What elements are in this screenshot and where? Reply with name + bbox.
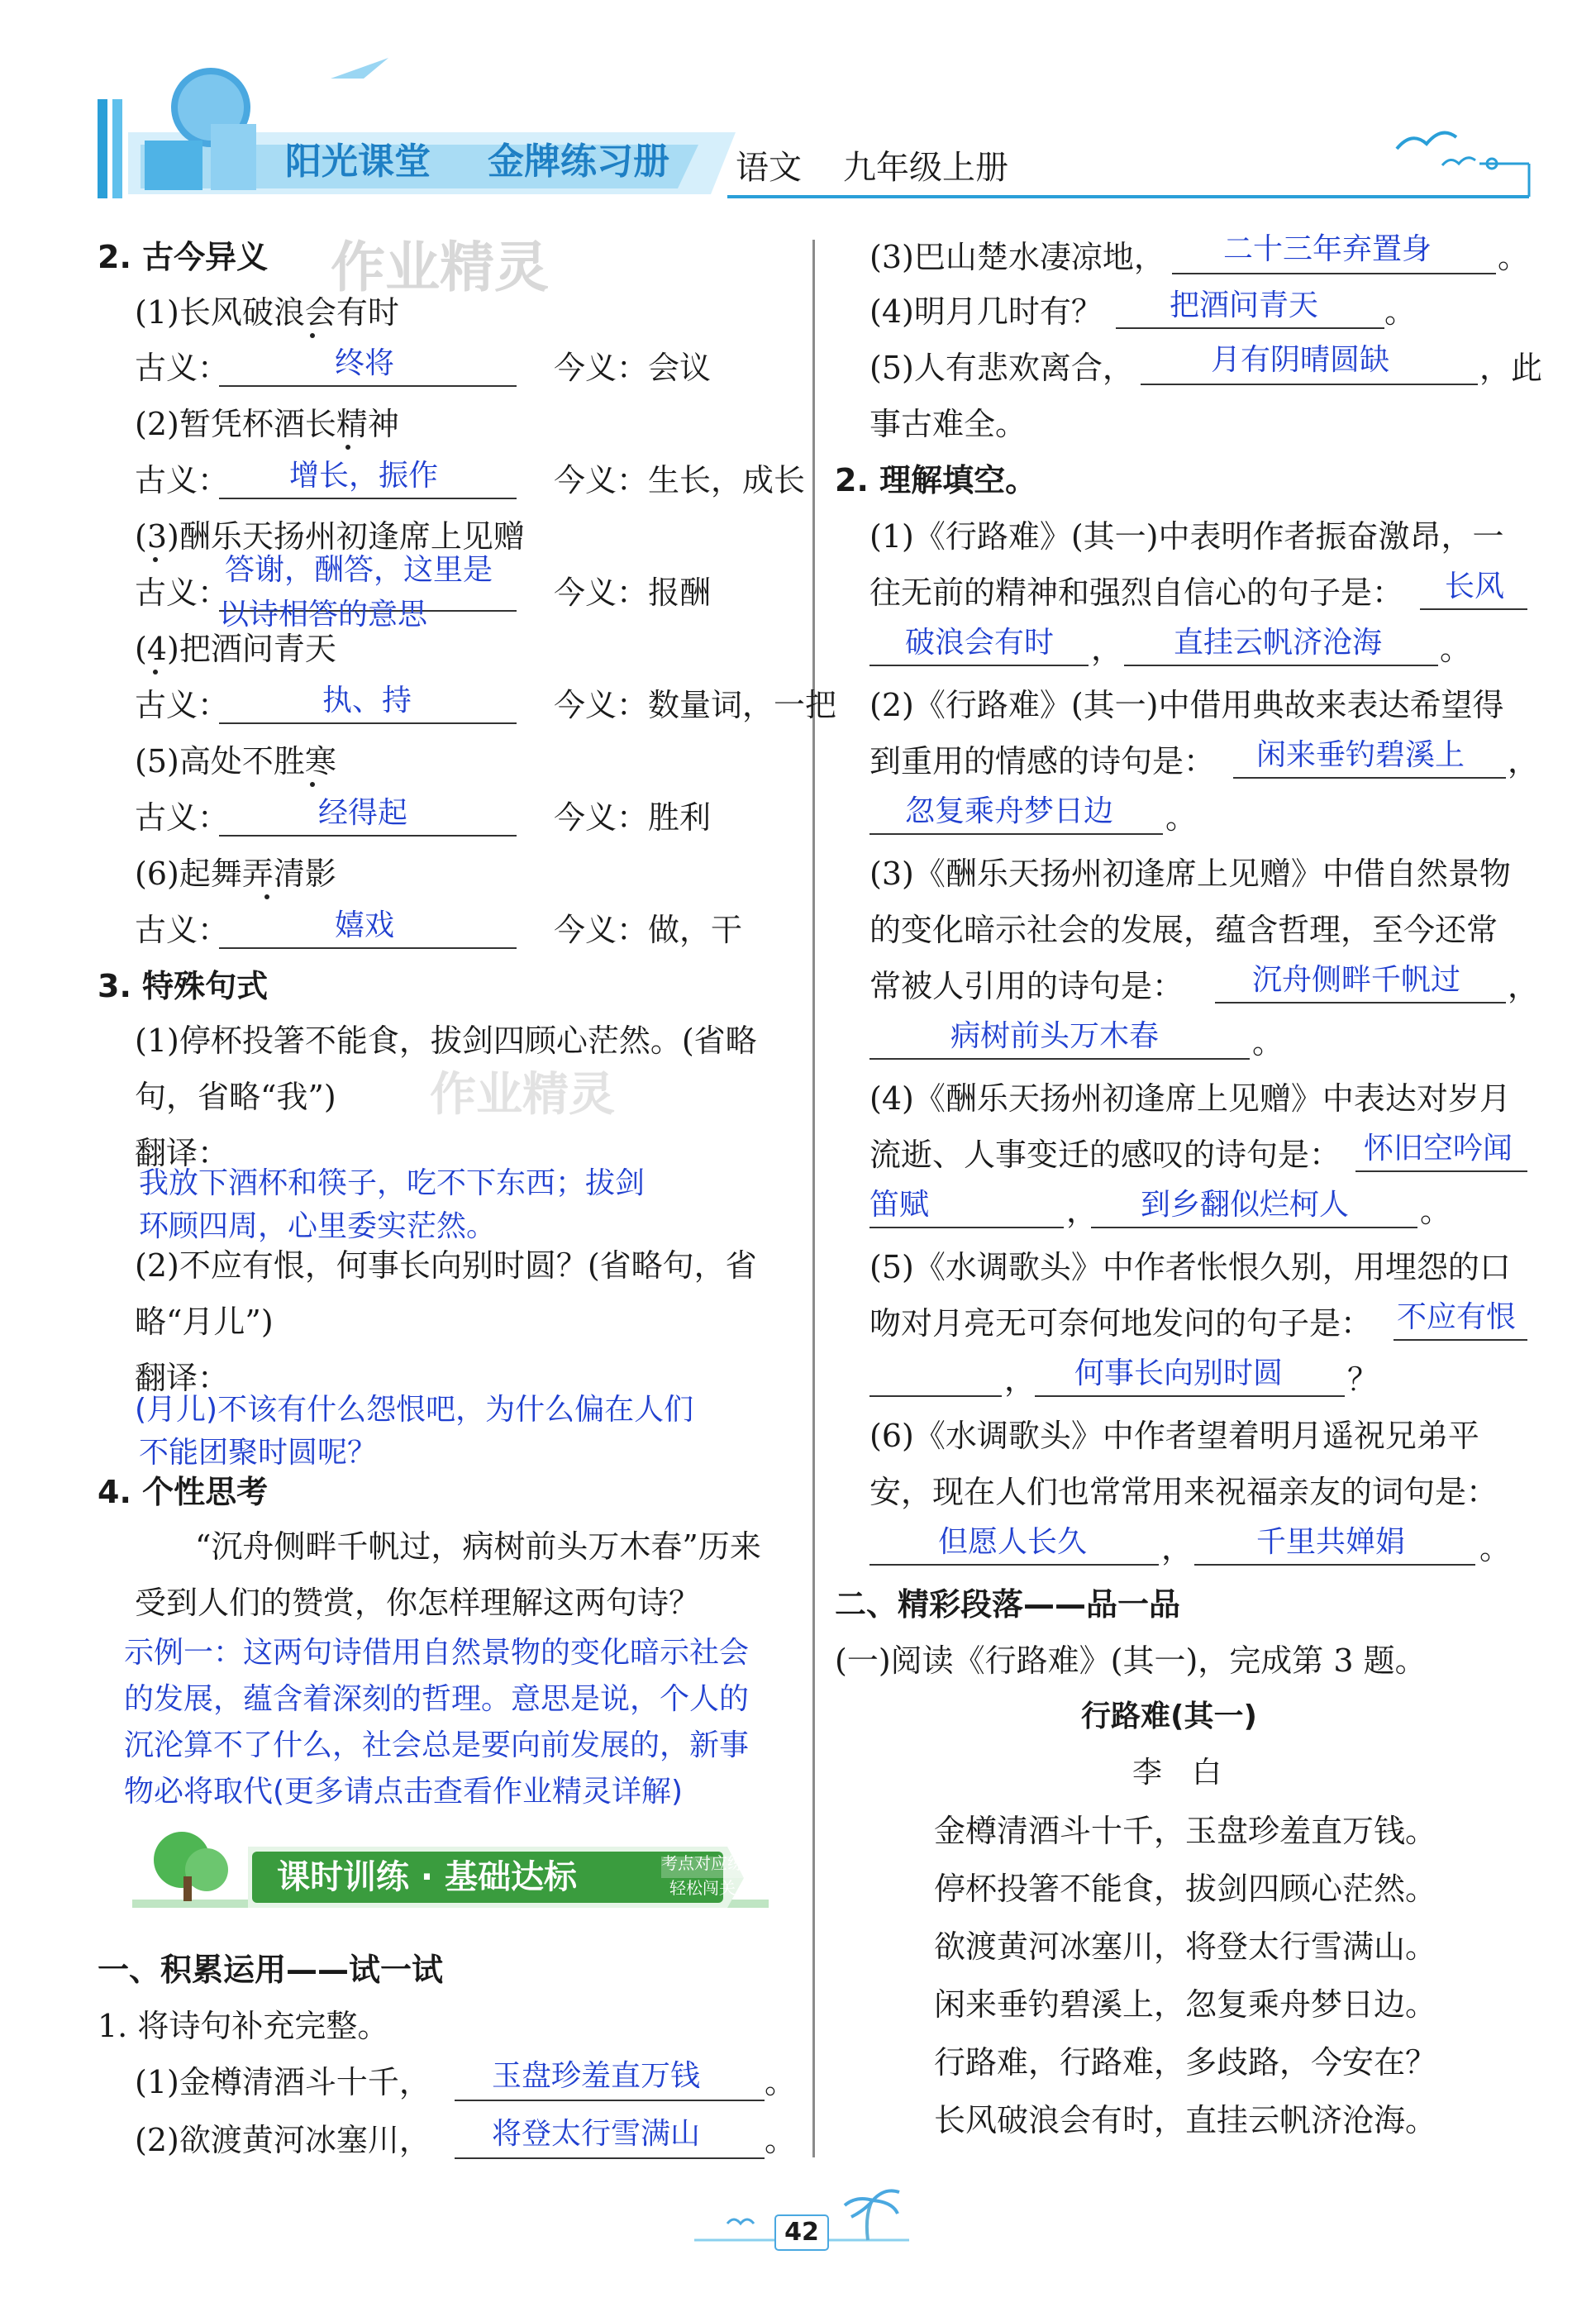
answer-text: 不应有恨 xyxy=(1397,1300,1517,1334)
question-text: (4)《酬乐天扬州初逢席上见赠》中表达对岁月 xyxy=(869,1080,1511,1117)
question-text: 到重用的情感的诗句是： xyxy=(869,743,1216,779)
question-text: 。 xyxy=(1498,239,1530,275)
watermark: 作业精灵 xyxy=(331,236,549,299)
question-text: (2)不应有恨，何事长向别时圆？(省略句，省 xyxy=(135,1247,757,1284)
answer-text: 但愿人长久 xyxy=(938,1525,1088,1559)
answer-text: 把酒问青天 xyxy=(1170,288,1319,322)
question-text: (4)明月几时有？ xyxy=(869,293,1103,330)
banner-tag: 轻松闯关 xyxy=(669,1878,736,1898)
banner-tag: 考点对应练 xyxy=(661,1853,744,1873)
question-text: 的变化暗示社会的发展，蕴含哲理，至今还常 xyxy=(869,912,1498,948)
answer-text: 何事长向别时圆 xyxy=(1074,1356,1284,1390)
answer-text: 破浪会有时 xyxy=(905,626,1055,660)
old-meaning-label: 古义： xyxy=(135,462,230,498)
section-banner xyxy=(132,1827,769,1913)
answer-line xyxy=(869,833,1163,835)
answer-line xyxy=(869,1227,1064,1228)
answer-text: 我放下酒杯和筷子，吃不下东西；拔剑 xyxy=(139,1166,646,1200)
question-text: 事古难全。 xyxy=(869,406,1027,442)
poem-line: 金樽清酒斗十千，玉盘珍羞直万钱。 xyxy=(934,1813,1437,1849)
banner-title: 课时训练 · 基础达标 xyxy=(277,1858,578,1896)
question-text: (1)《行路难》(其一)中表明作者振奋激昂，一 xyxy=(869,518,1504,555)
answer-line xyxy=(1172,273,1496,274)
answer-text: 二十三年弃置身 xyxy=(1223,232,1432,266)
column-divider xyxy=(812,240,815,2157)
section-title: 3. 特殊句式 xyxy=(98,968,269,1004)
answer-text: 长风 xyxy=(1445,570,1505,603)
question-text: (5)人有悲欢离合， xyxy=(869,350,1134,386)
answer-line xyxy=(869,665,1089,666)
question-text: 。 xyxy=(765,2122,797,2158)
subject-label: 语文 xyxy=(736,149,802,187)
answer-line xyxy=(219,385,517,387)
watermark: 作业精灵 xyxy=(430,1068,615,1122)
answer-line xyxy=(1194,1564,1475,1566)
answer-text: 嬉戏 xyxy=(335,908,395,942)
emphasis-dot xyxy=(310,333,315,338)
answer-line xyxy=(455,2100,765,2101)
question-text: (6)起舞弄清影 xyxy=(135,856,336,892)
section-title: 2. 古今异义 xyxy=(98,239,269,275)
page-footer xyxy=(678,2182,926,2257)
answer-line xyxy=(1116,327,1384,329)
answer-text: 将登太行雪满山 xyxy=(492,2117,701,2151)
answer-text: 到乡翻似烂柯人 xyxy=(1141,1188,1350,1222)
answer-line xyxy=(1141,384,1478,385)
answer-line xyxy=(1233,777,1506,779)
new-meaning: 今义：做，干 xyxy=(554,912,743,948)
answer-text: 直挂云帆济沧海 xyxy=(1174,626,1383,660)
question-text: ， xyxy=(1508,743,1540,779)
answer-text: 沉舟侧畔千帆过 xyxy=(1252,963,1461,997)
answer-line xyxy=(1091,1227,1417,1228)
question-text: (5)高处不胜寒 xyxy=(135,743,336,779)
page-header xyxy=(0,0,1596,215)
part-title: 二、精彩段落——品一品 xyxy=(835,1586,1181,1623)
question-text: ？ xyxy=(1347,1361,1379,1398)
emphasis-dot xyxy=(264,894,269,899)
answer-text: 月有阴晴圆缺 xyxy=(1211,343,1390,377)
answer-text: 不能团聚时圆呢？ xyxy=(139,1436,378,1470)
question-text: ， xyxy=(1091,631,1123,667)
question-text: 句，省略“我”) xyxy=(135,1079,336,1115)
question-text: (2)暂凭杯酒长精神 xyxy=(135,406,399,442)
question-text: 吻对月亮无可奈何地发问的句子是： xyxy=(869,1305,1373,1342)
answer-line xyxy=(869,1564,1159,1566)
question-text: ， xyxy=(1066,1193,1098,1229)
answer-line xyxy=(219,947,517,949)
grade-label: 九年级上册 xyxy=(843,149,1008,187)
poem-title: 行路难(其一) xyxy=(1081,1699,1257,1733)
answer-line xyxy=(869,1395,1002,1397)
answer-text: 终将 xyxy=(335,346,395,380)
answer-line xyxy=(219,722,517,724)
answer-text: (月儿)不该有什么怨恨吧，为什么偏在人们 xyxy=(135,1393,694,1427)
question-text: 流逝、人事变迁的感叹的诗句是： xyxy=(869,1137,1341,1173)
answer-text: 沉沦算不了什么，社会总是要向前发展的，新事 xyxy=(124,1728,750,1762)
answer-text: 玉盘珍羞直万钱 xyxy=(492,2059,701,2093)
question-text: 受到人们的赞赏，你怎样理解这两句诗？ xyxy=(135,1585,701,1621)
poem-line: 闲来垂钓碧溪上，忽复乘舟梦日边。 xyxy=(934,1986,1437,2023)
question-text: (3)酬乐天扬州初逢席上见赠 xyxy=(135,518,525,555)
question-text: 。 xyxy=(765,2064,797,2100)
question-text: ， xyxy=(1161,1530,1193,1566)
answer-line xyxy=(869,1058,1250,1060)
answer-text: 执、持 xyxy=(322,684,412,717)
question-text: ， xyxy=(1508,968,1540,1004)
question-text: (1)长风破浪会有时 xyxy=(135,294,399,331)
part-title: 一、积累运用——试一试 xyxy=(98,1952,444,1988)
new-meaning: 今义：胜利 xyxy=(554,799,712,836)
question-text: 1. 将诗句补充完整。 xyxy=(98,2008,389,2044)
question-text: (2)欲渡黄河冰塞川， xyxy=(135,2122,431,2158)
question-text: (1)停杯投箸不能食，拔剑四顾心茫然。(省略 xyxy=(135,1023,757,1059)
answer-text: 增长，振作 xyxy=(289,459,439,493)
question-text: 。 xyxy=(1479,1530,1512,1566)
emphasis-dot xyxy=(153,670,158,675)
question-text: 常被人引用的诗句是： xyxy=(869,968,1184,1004)
answer-line xyxy=(1420,608,1527,610)
question-text: (2)《行路难》(其一)中借用典故来表达希望得 xyxy=(869,687,1504,723)
answer-text: 物必将取代(更多请点击查看作业精灵详解) xyxy=(124,1775,684,1809)
answer-text: 的发展，蕴含着深刻的哲理。意思是说，个人的 xyxy=(124,1682,750,1716)
answer-line xyxy=(1394,1339,1527,1341)
question-text: 。 xyxy=(1420,1193,1452,1229)
question-text: 。 xyxy=(1384,293,1417,330)
question-text: 。 xyxy=(1440,631,1472,667)
answer-text: 忽复乘舟梦日边 xyxy=(905,794,1114,828)
question-text: ，此 xyxy=(1479,350,1543,386)
emphasis-dot xyxy=(153,557,158,562)
answer-text: 经得起 xyxy=(318,796,408,830)
answer-text: 闲来垂钓碧溪上 xyxy=(1256,738,1465,772)
question-text: 安，现在人们也常常用来祝福亲友的词句是： xyxy=(869,1474,1498,1510)
old-meaning-label: 古义： xyxy=(135,350,230,386)
answer-line xyxy=(1035,1395,1345,1397)
new-meaning: 今义：报酬 xyxy=(554,574,712,611)
new-meaning: 今义：生长，成长 xyxy=(554,462,806,498)
brand-title-1: 阳光课堂 xyxy=(285,141,431,183)
question-text: (3)巴山楚水凄凉地， xyxy=(869,239,1165,275)
section-title: 2. 理解填空。 xyxy=(835,462,1037,498)
emphasis-dot xyxy=(310,782,315,787)
answer-text: 千里共婵娟 xyxy=(1256,1525,1406,1559)
answer-text: 答谢，酬答，这里是 xyxy=(225,553,493,587)
answer-text: 示例一：这两句诗借用自然景物的变化暗示社会 xyxy=(124,1636,750,1670)
brand-title-2: 金牌练习册 xyxy=(488,141,669,183)
answer-line xyxy=(1355,1170,1527,1172)
question-text: (4)把酒问青天 xyxy=(135,631,336,667)
answer-line xyxy=(455,2157,765,2159)
question-text: (1)金樽清酒斗十千， xyxy=(135,2064,431,2100)
question-text: (3)《酬乐天扬州初逢席上见赠》中借自然景物 xyxy=(869,856,1511,892)
answer-line xyxy=(1124,665,1438,666)
translate-label: 翻译： xyxy=(135,1135,230,1171)
question-text: 。 xyxy=(1252,1024,1284,1061)
question-text: “沉舟侧畔千帆过，病树前头万木春”历来 xyxy=(195,1528,761,1565)
old-meaning-label: 古义： xyxy=(135,574,230,611)
question-text: 往无前的精神和强烈自信心的句子是： xyxy=(869,574,1404,611)
answer-text: 环顾四周，心里委实茫然。 xyxy=(139,1209,497,1243)
question-text: 略“月儿”) xyxy=(135,1304,274,1340)
poem-line: 停杯投箸不能食，拔剑四顾心茫然。 xyxy=(934,1871,1437,1907)
answer-text: 怀旧空吟闻 xyxy=(1364,1132,1513,1166)
new-meaning: 今义：数量词，一把 xyxy=(554,687,837,723)
question-text: 。 xyxy=(1165,799,1198,836)
question-text: (6)《水调歌头》中作者望着明月遥祝兄弟平 xyxy=(869,1418,1479,1454)
poem-line: 欲渡黄河冰塞川，将登太行雪满山。 xyxy=(934,1928,1437,1965)
answer-text: 笛赋 xyxy=(869,1188,930,1222)
section-title: 4. 个性思考 xyxy=(98,1474,269,1510)
answer-line xyxy=(1215,1002,1506,1003)
question-text: ， xyxy=(1004,1361,1036,1398)
old-meaning-label: 古义： xyxy=(135,799,230,836)
poem-line: 行路难，行路难，多歧路，今安在？ xyxy=(934,2044,1437,2081)
question-text: (5)《水调歌头》中作者怅恨久别，用埋怨的口 xyxy=(869,1249,1511,1285)
answer-line xyxy=(219,835,517,837)
page-number: 42 xyxy=(784,2218,819,2247)
answer-line xyxy=(219,498,517,499)
old-meaning-label: 古义： xyxy=(135,912,230,948)
answer-text: 病树前头万木春 xyxy=(950,1019,1160,1053)
reading-intro: (一)阅读《行路难》(其一)，完成第 3 题。 xyxy=(835,1642,1427,1679)
poem-line: 长风破浪会有时，直挂云帆济沧海。 xyxy=(934,2102,1437,2138)
answer-text: 以诗相答的意思 xyxy=(219,598,428,632)
old-meaning-label: 古义： xyxy=(135,687,230,723)
translate-label: 翻译： xyxy=(135,1360,230,1396)
poem-author: 李 白 xyxy=(1132,1756,1222,1790)
emphasis-dot xyxy=(345,445,350,450)
new-meaning: 今义：会议 xyxy=(554,350,712,386)
